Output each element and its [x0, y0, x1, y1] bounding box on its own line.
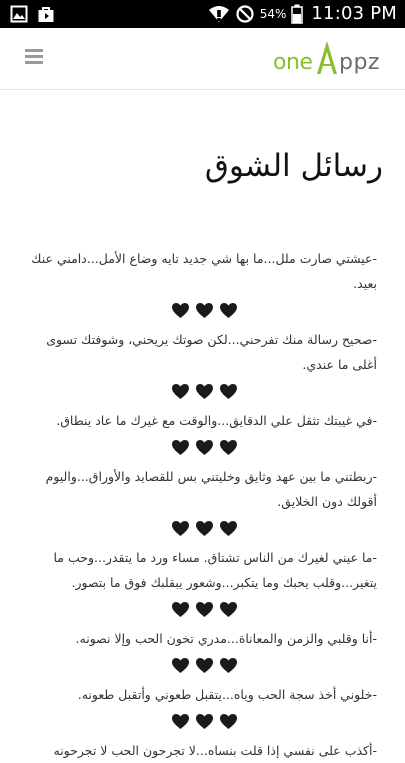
status-bar — [0, 0, 405, 28]
message-list — [0, 246, 405, 763]
shopping-bag-icon — [37, 5, 55, 23]
message-text: -أكذب على نفسي إذا قلت بنساه...لا تجرحون الحب لا تجرحونه — [53, 743, 377, 758]
heart-icon — [219, 601, 238, 618]
page-title: رسائل الشوق — [204, 148, 383, 184]
logo-a-icon — [315, 40, 339, 76]
heart-icon — [171, 520, 190, 537]
wifi-icon — [208, 4, 230, 24]
battery-percent: 54% — [259, 6, 287, 21]
heart-icon — [171, 601, 190, 618]
do-not-disturb-icon — [235, 4, 255, 24]
logo-suffix: ppz — [339, 50, 380, 75]
heart-icon — [171, 383, 190, 400]
heart-icon — [171, 439, 190, 456]
status-left-icons — [10, 5, 55, 23]
heart-separator — [0, 377, 405, 405]
heart-separator — [0, 514, 405, 542]
hamburger-menu-icon[interactable] — [22, 45, 48, 71]
message-text: -أنا وقلبي والزمن والمعاناة...مدري تخون الحب وإلا نصونه. — [75, 631, 377, 646]
message-text: -في غيبتك تثقل علي الدقايق...والوقت مع غيرك ما عاد ينطاق. — [56, 413, 377, 428]
battery-icon — [291, 4, 303, 24]
heart-icon — [195, 439, 214, 456]
message-text: -ما عيني لغيرك من الناس تشتاق. مساء ورد ما يتقدر...وحب ما يتغير...وقلب يحبك وما يتكبر...وشعور يبقلبك فوق ما بتصور. — [53, 550, 377, 590]
heart-icon — [219, 383, 238, 400]
app-header — [0, 28, 405, 90]
heart-icon — [195, 601, 214, 618]
status-right-icons — [208, 3, 397, 24]
heart-icon — [219, 520, 238, 537]
logo-prefix: one — [273, 50, 313, 75]
message-text: -خلوني أخذ سجة الحب وياه...يتقبل طعوني وأتقبل طعونه. — [77, 687, 377, 702]
app-logo[interactable] — [273, 38, 388, 82]
message-text: -ربطتني ما بين عهد وثايق وخليتني بس للقصايد والأوراق...واليوم أقولك دون الخلايق. — [45, 469, 377, 509]
gallery-icon — [10, 5, 28, 23]
heart-separator — [0, 651, 405, 679]
heart-separator — [0, 707, 405, 735]
heart-icon — [195, 657, 214, 674]
heart-icon — [219, 302, 238, 319]
message-text: -عيشتي صارت ملل...ما بها شي جديد تايه وضاع الأمل...دامني عنك بعيد. — [31, 251, 377, 291]
heart-icon — [219, 713, 238, 730]
heart-separator — [0, 595, 405, 623]
heart-separator — [0, 296, 405, 324]
heart-separator — [0, 433, 405, 461]
heart-icon — [195, 302, 214, 319]
heart-icon — [195, 713, 214, 730]
heart-icon — [195, 383, 214, 400]
heart-icon — [219, 439, 238, 456]
heart-icon — [171, 657, 190, 674]
heart-icon — [171, 302, 190, 319]
clock: 11:03 PM — [311, 3, 397, 24]
heart-icon — [219, 657, 238, 674]
heart-icon — [171, 713, 190, 730]
message-text: -صحيح رسالة منك تفرحني...لكن صوتك يريحني، وشوفتك تسوى أغلى ما عندي. — [46, 332, 377, 372]
heart-icon — [195, 520, 214, 537]
